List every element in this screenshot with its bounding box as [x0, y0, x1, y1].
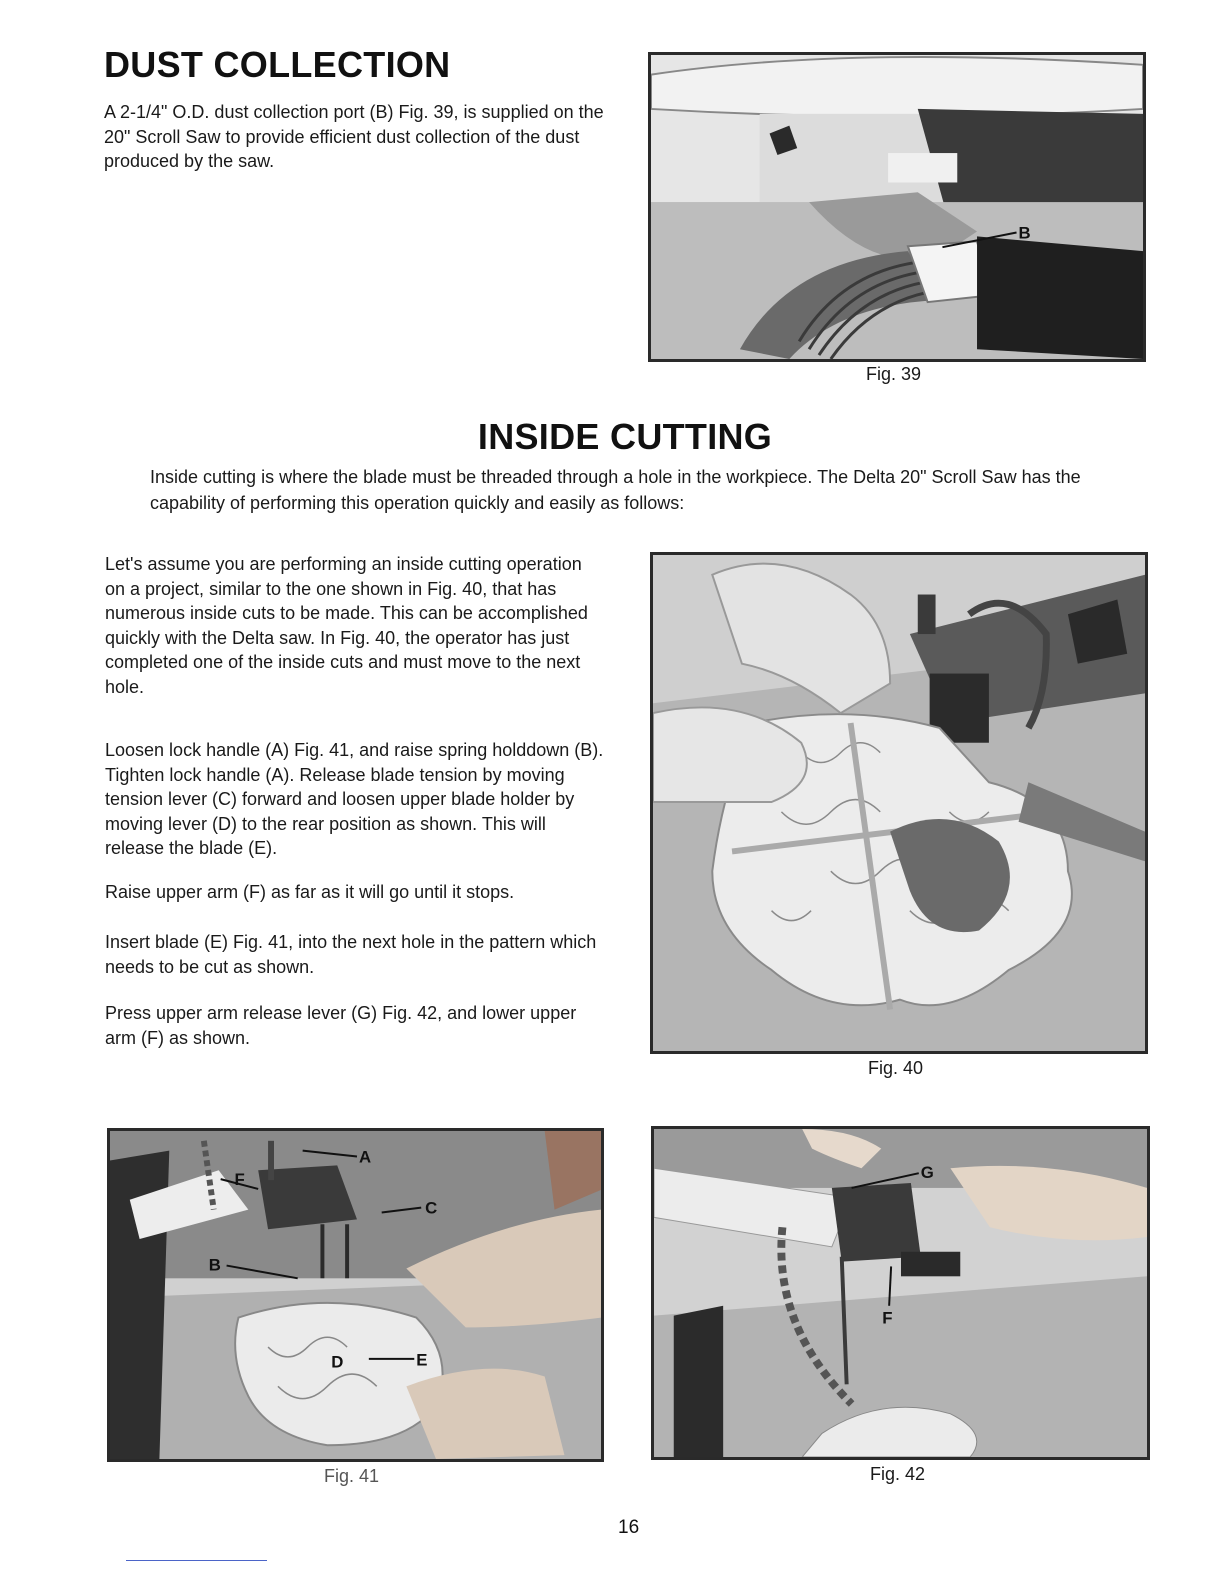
figure-40-photo	[650, 552, 1148, 1054]
figure-39-photo	[648, 52, 1146, 362]
fig39-label-b: B	[1018, 223, 1031, 243]
fig39-caption: Fig. 39	[866, 364, 922, 384]
fig41-label-c: C	[425, 1198, 438, 1218]
inside-cutting-heading: INSIDE CUTTING	[477, 416, 773, 457]
paragraph-insert-blade: Insert blade (E) Fig. 41, into the next hole in the pattern which needs to be cut as shown.	[105, 932, 597, 977]
dust-collection-text: A 2-1/4" O.D. dust collection port (B) Fig. 39, is supplied on the 20" Scroll Saw to provide efficient dust collection of the dust produced by the saw.	[104, 102, 604, 171]
paragraph-assume: Let's assume you are performing an inside cutting operation on a project, similar to the one shown in Fig. 40, that has numerous inside cuts to be made. This can be accomplished quickly with the Delta saw. In Fig. 40, the operator has just completed one of the inside cuts and must move to the next hole.	[105, 554, 588, 697]
figure-42-photo	[651, 1126, 1150, 1460]
fig41-label-f: F	[234, 1170, 245, 1189]
fig42-label-f: F	[882, 1308, 893, 1328]
fig40-caption: Fig. 40	[868, 1058, 924, 1078]
footer-divider	[126, 1560, 267, 1561]
fig41-label-d: D	[331, 1352, 344, 1372]
inside-cutting-intro: Inside cutting is where the blade must be threaded through a hole in the workpiece. The Delta 20" Scroll Saw has the capability of performing this operation quickly and easily as follows:	[150, 467, 1081, 513]
figure-41-photo	[107, 1128, 604, 1462]
fig41-label-e: E	[416, 1350, 428, 1370]
dust-collection-heading: DUST COLLECTION	[104, 44, 451, 85]
fig42-caption: Fig. 42	[870, 1464, 926, 1484]
fig41-caption: Fig. 41	[324, 1466, 380, 1486]
paragraph-press-release-lever: Press upper arm release lever (G) Fig. 42, and lower upper arm (F) as shown.	[105, 1003, 577, 1048]
page-number: 16	[618, 1517, 640, 1538]
fig41-label-a: A	[358, 1147, 372, 1167]
paragraph-raise-upper-arm: Raise upper arm (F) as far as it will go until it stops.	[105, 882, 515, 902]
fig41-label-b: B	[208, 1255, 221, 1275]
fig42-label-g: G	[920, 1163, 934, 1183]
paragraph-loosen-lock-handle: Loosen lock handle (A) Fig. 41, and raise spring holddown (B). Tighten lock handle (A). Release blade tension by moving tension lever (C) forward and loosen upper blade holder by moving lever (D) to the rear position as shown. This will release the blade (E).	[105, 740, 604, 858]
